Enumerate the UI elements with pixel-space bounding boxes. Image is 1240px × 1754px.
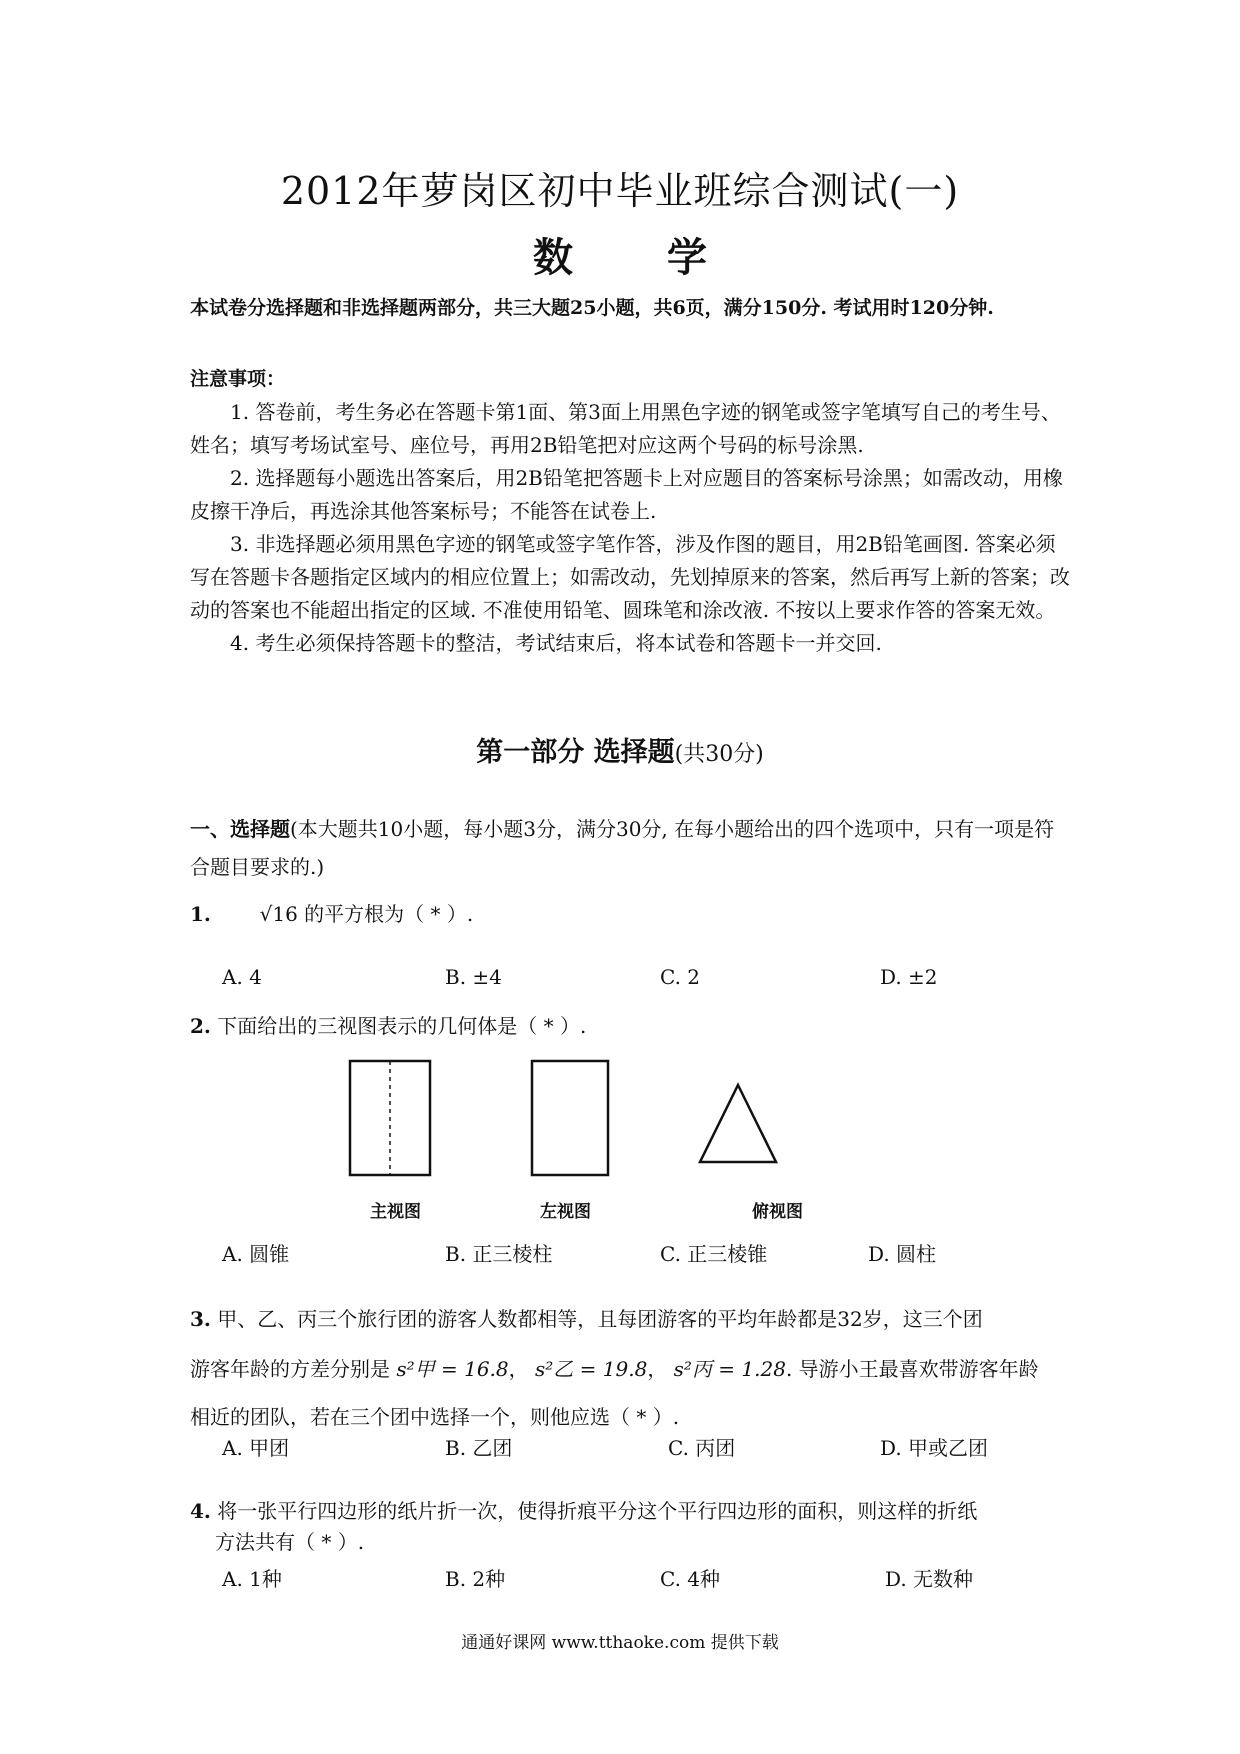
variance-jia: s²甲 = 16.8 [396, 1357, 509, 1381]
q2-option-d: D. 圆柱 [868, 1242, 937, 1266]
sqrt-expression: √16 [259, 902, 298, 926]
question-number: 2. [190, 1014, 211, 1038]
note-item: 2. 选择题每小题选出答案后，用2B铅笔把答题卡上对应题目的答案标号涂黑；如需改动，用橡皮擦干净后，再选涂其他答案标号；不能答在试卷上. [190, 466, 1063, 523]
top-view-label: 俯视图 [752, 1202, 803, 1222]
notes-list [190, 396, 1070, 660]
part-label: 一、选择题 [190, 817, 290, 841]
front-view-label: 主视图 [370, 1202, 421, 1222]
section-heading [0, 730, 1240, 769]
q4-option-d: D. 无数种 [885, 1567, 974, 1591]
section-score: (共30分) [674, 742, 764, 767]
q1-option-a: A. 4 [222, 965, 262, 989]
q3-option-b: B. 乙团 [445, 1436, 513, 1460]
part-intro [190, 810, 1070, 886]
side-view-label: 左视图 [540, 1202, 591, 1222]
q4-option-a: A. 1种 [222, 1567, 282, 1591]
question-text: 的平方根为（ * ）. [297, 902, 474, 926]
question-2 [190, 1007, 1070, 1045]
question-3-line-2: 游客年龄的方差分别是 s²甲 = 16.8， s²乙 = 19.8， s²丙 = 1.28. 导游小王最喜欢带游客年龄 [190, 1357, 1039, 1381]
q4-option-b: B. 2种 [445, 1567, 506, 1591]
question-1 [190, 895, 1070, 933]
question-text: 甲、乙、丙三个旅行团的游客人数都相等，且每团游客的平均年龄都是32岁，这三个团 [217, 1307, 983, 1331]
q2-option-a: A. 圆锥 [222, 1242, 290, 1266]
exam-intro: 本试卷分选择题和非选择题两部分，共三大题25小题，共6页，满分150分. 考试用时120分钟. [190, 297, 994, 319]
question-3-line-1 [190, 1300, 1070, 1338]
section-title: 第一部分 选择题 [476, 737, 675, 768]
footer-download-note: 通通好课网 www.tthaoke.com 提供下载 [461, 1633, 779, 1653]
subject-heading: 数 学 [533, 234, 747, 281]
top-view-triangle [700, 1085, 776, 1162]
notes-heading: 注意事项： [190, 368, 286, 390]
question-number: 4. [190, 1499, 211, 1523]
q2-option-c: C. 正三棱锥 [660, 1242, 768, 1266]
question-3-line-3: 相近的团队，若在三个团中选择一个，则他应选（ * ）. [190, 1405, 680, 1429]
q3-option-d: D. 甲或乙团 [880, 1436, 989, 1460]
exam-title: 2012年萝岗区初中毕业班综合测试(一) [280, 169, 960, 213]
question-number: 1. [190, 902, 211, 926]
note-item: 1. 答卷前，考生务必在答题卡第1面、第3面上用黑色字迹的钢笔或签字笔填写自己的考生号、姓名；填写考场试室号、座位号，再用2B铅笔把对应这两个号码的标号涂黑. [190, 400, 1061, 457]
q1-option-d: D. ±2 [880, 965, 938, 989]
q3-option-a: A. 甲团 [222, 1436, 290, 1460]
note-item: 4. 考生必须保持答题卡的整洁，考试结束后，将本试卷和答题卡一并交回. [230, 631, 882, 655]
question-text: 将一张平行四边形的纸片折一次，使得折痕平分这个平行四边形的面积，则这样的折纸 [217, 1499, 978, 1523]
question-text: . 导游小王最喜欢带游客年龄 [785, 1357, 1039, 1381]
q2-option-b: B. 正三棱柱 [445, 1242, 553, 1266]
question-text: 下面给出的三视图表示的几何体是（ * ）. [217, 1014, 587, 1038]
q1-option-b: B. ±4 [445, 965, 502, 989]
variance-yi: s²乙 = 19.8 [535, 1357, 648, 1381]
q3-option-c: C. 丙团 [668, 1436, 736, 1460]
q1-option-c: C. 2 [660, 965, 701, 989]
question-number: 3. [190, 1307, 211, 1331]
variance-bing: s²丙 = 1.28 [673, 1357, 786, 1381]
three-views-figure [340, 1055, 860, 1185]
question-text: 游客年龄的方差分别是 [190, 1357, 390, 1381]
side-view-rect [532, 1061, 608, 1175]
part-description: (本大题共10小题，每小题3分，满分30分, 在每小题给出的四个选项中，只有一项是符合题目要求的.) [190, 817, 1055, 879]
question-4-line-2: 方法共有（ * ）. [215, 1530, 365, 1554]
note-item: 3. 非选择题必须用黑色字迹的钢笔或签字笔作答，涉及作图的题目，用2B铅笔画图. 答案必须写在答题卡各题指定区域内的相应位置上；如需改动，先划掉原来的答案，然后再写上新的答案；改动的答案也不能超出指定的区域. 不准使用铅笔、圆珠笔和涂改液. 不按以上要求作答的答案无效。 [190, 532, 1070, 622]
q4-option-c: C. 4种 [660, 1567, 721, 1591]
